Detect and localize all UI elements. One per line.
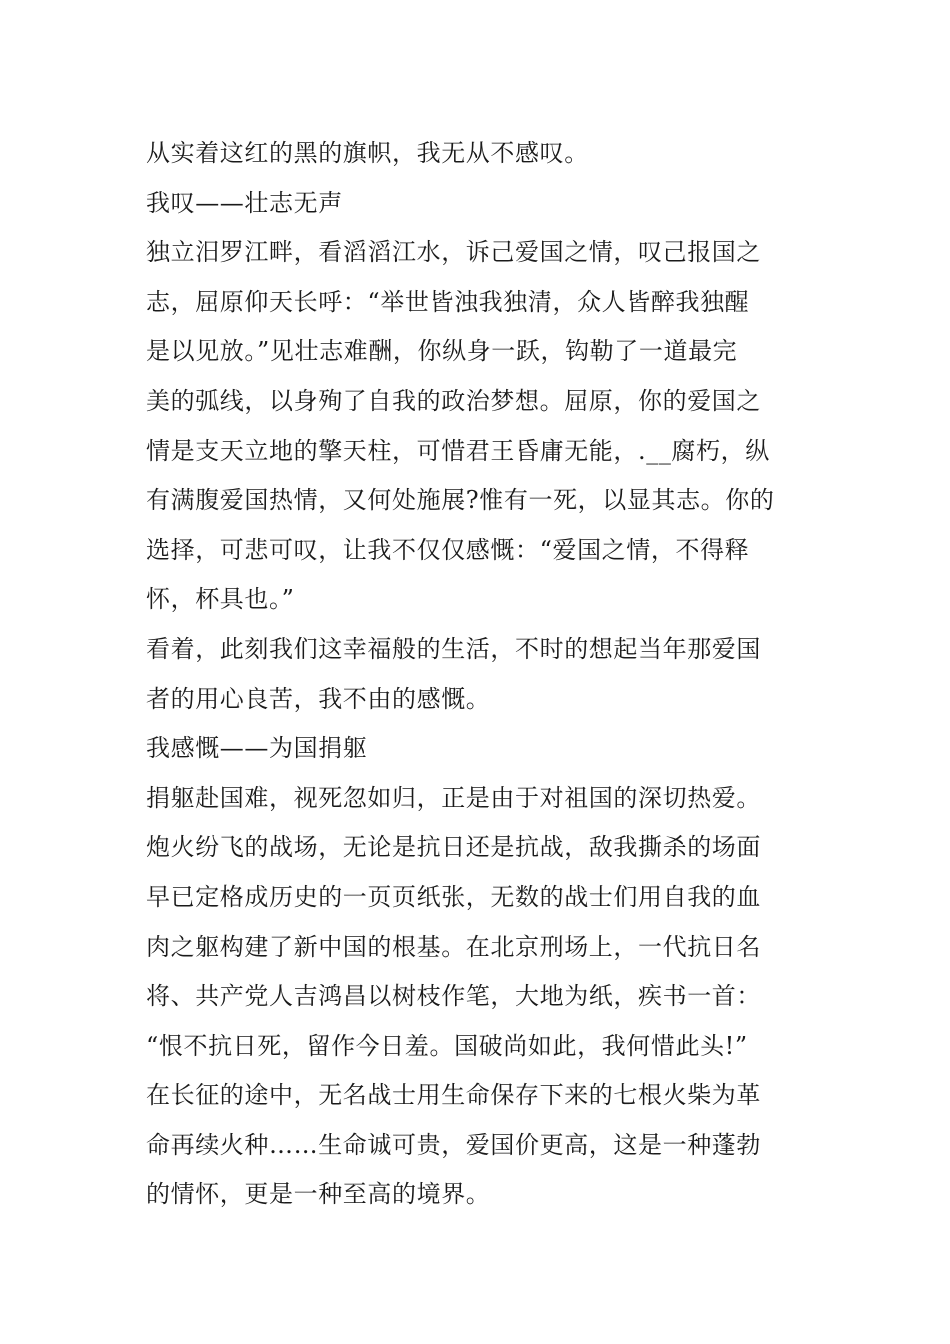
document-body	[146, 129, 816, 1220]
text-line: 早已定格成历史的一页页纸张，无数的战士们用自我的血	[146, 882, 761, 911]
text-line: 命再续火种……生命诚可贵，爱国价更高，这是一种蓬勃	[146, 1130, 761, 1159]
text-line: 炮火纷飞的战场，无论是抗日还是抗战，敌我撕杀的场面	[146, 833, 761, 862]
text-line: 肉之躯构建了新中国的根基。在北京刑场上，一代抗日名	[146, 932, 761, 961]
section-heading: 我叹——壮志无声	[146, 188, 343, 217]
text-line: 是以见放。”见壮志难酬，你纵身一跃，钩勒了一道最完	[146, 337, 738, 366]
text-line: 将、共产党人吉鸿昌以树枝作笔，大地为纸，疾书一首：	[146, 982, 761, 1011]
text-line: 者的用心良苦，我不由的感慨。	[146, 684, 491, 713]
text-line: 情是支天立地的擎天柱，可惜君王昏庸无能，.__腐朽，纵	[146, 436, 770, 465]
text-line: 有满腹爱国热情，又何处施展?惟有一死，以显其志。你的	[146, 486, 775, 515]
section-heading: 我感慨——为国捐躯	[146, 734, 368, 763]
text-line: “恨不抗日死，留作今日羞。国破尚如此，我何惜此头!”	[146, 1031, 748, 1060]
text-line: 美的弧线，以身殉了自我的政治梦想。屈原，你的爱国之	[146, 386, 761, 415]
text-line: 捐躯赴国难，视死忽如归，正是由于对祖国的深切热爱。	[146, 783, 761, 812]
text-line: 在长征的途中，无名战士用生命保存下来的七根火柴为革	[146, 1081, 761, 1110]
text-line: 志，屈原仰天长呼：“举世皆浊我独清，众人皆醉我独醒	[146, 287, 750, 316]
text-line: 怀，杯具也。”	[146, 585, 295, 614]
text-line: 的情怀，更是一种至高的境界。	[146, 1180, 491, 1209]
text-line: 选择，可悲可叹，让我不仅仅感慨：“爱国之情，不得释	[146, 535, 750, 564]
text-line: 看着，此刻我们这幸福般的生活，不时的想起当年那爱国	[146, 634, 761, 663]
text-line: 独立汨罗江畔，看滔滔江水，诉己爱国之情，叹己报国之	[146, 238, 761, 267]
text-line: 从实着这红的黑的旗帜，我无从不感叹。	[146, 139, 589, 167]
